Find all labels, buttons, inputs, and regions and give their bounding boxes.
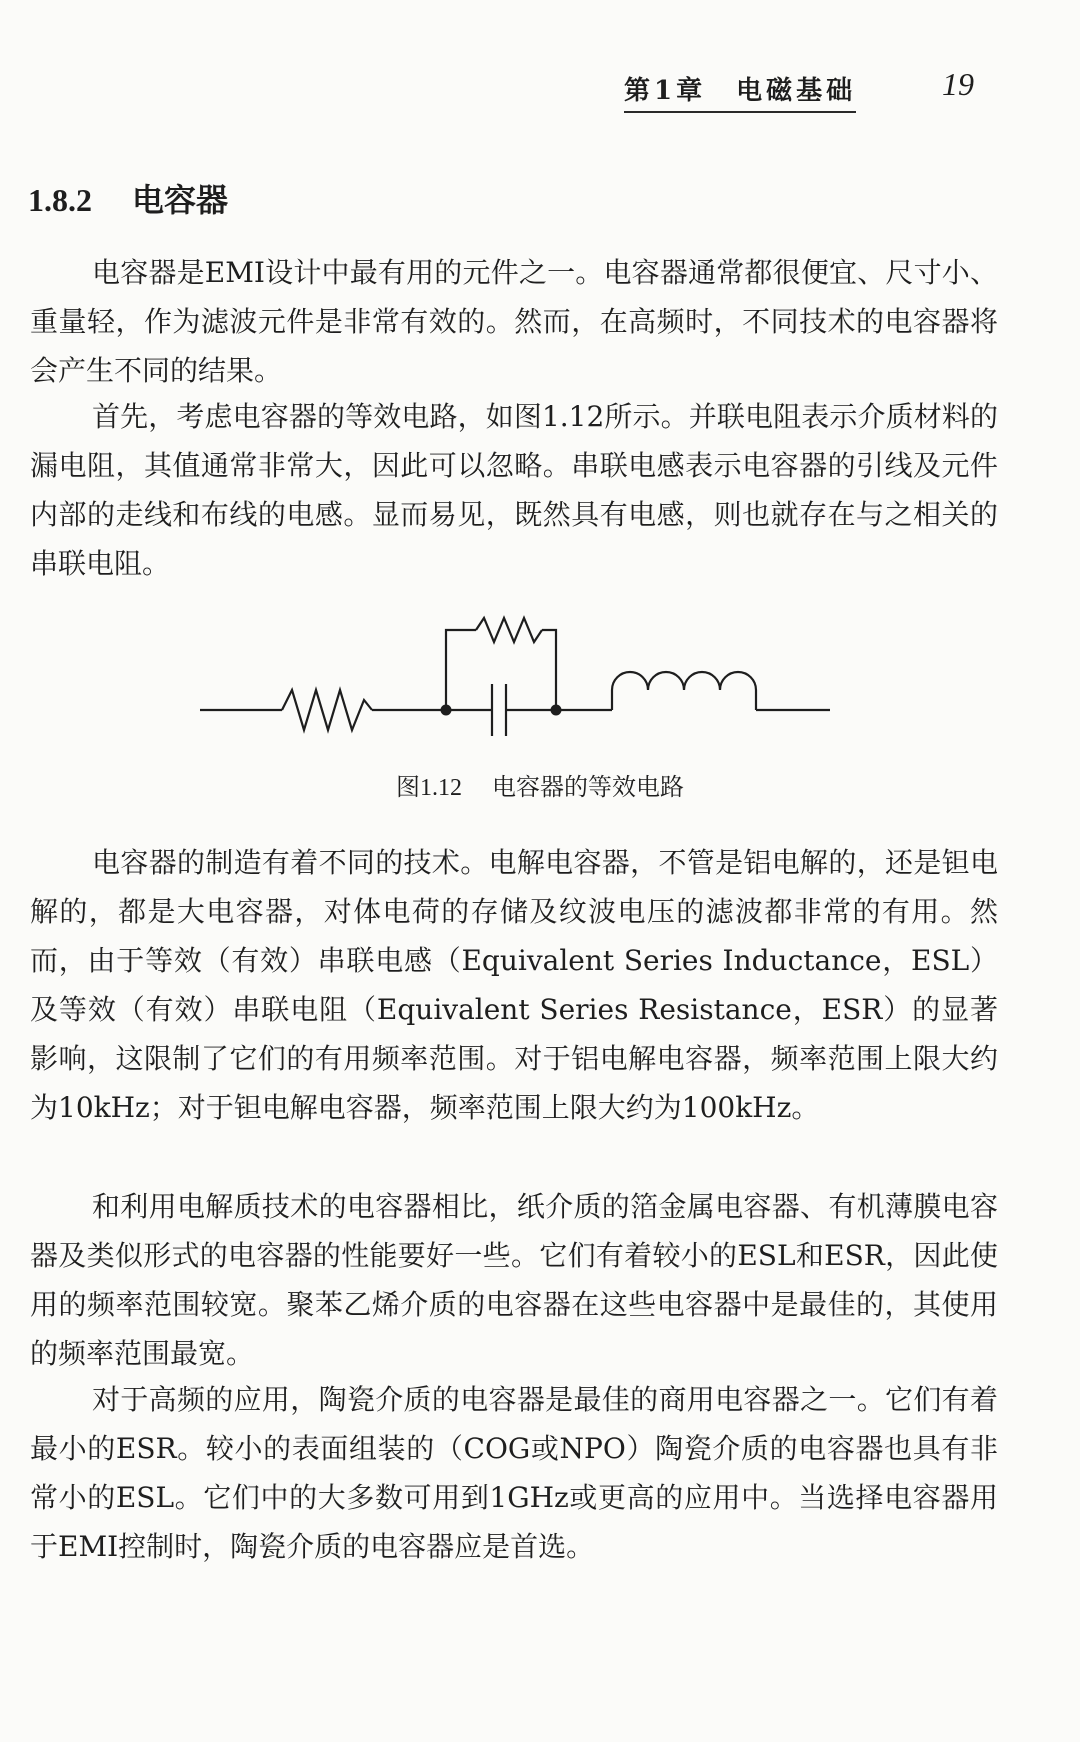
paragraph: 对于高频的应用，陶瓷介质的电容器是最佳的商用电容器之一。它们有着最小的ESR。较小的表面组装的（COG或NPO）陶瓷介质的电容器也具有非常小的ESL。它们中的大多数可用到1GHz或更高的应用中。当选择电容器用于EMI控制时，陶瓷介质的电容器应是首选。 [30,1383,998,1563]
parallel-branch-right [542,630,556,710]
paragraph: 电容器的制造有着不同的技术。电解电容器，不管是铝电解的，还是钽电解的，都是大电容器，对体电荷的存储及纹波电压的滤波都非常的有用。然而，由于等效（有效）串联电感（Equivalent Series Inductance，ESL）及等效（有效）串联电阻（Equivalent Series Resistance，ESR）的显著影响，这限制了它们的有用频率范围。对于铝电解电容器，频率范围上限大约为10kHz；对于钽电解电容器，频率范围上限大约为100kHz。 [30,846,998,1124]
series-resistor [282,690,372,730]
figure-number: 图1.12 [396,775,462,801]
junction-node-right [551,705,562,716]
paragraph: 电容器是EMI设计中最有用的元件之一。电容器通常都很便宜、尺寸小、重量轻，作为滤波元件是非常有效的。然而，在高频时，不同技术的电容器将会产生不同的结果。 [30,256,998,387]
paragraph: 和利用电解质技术的电容器相比，纸介质的箔金属电容器、有机薄膜电容器及类似形式的电容器的性能要好一些。它们有着较小的ESL和ESR，因此使用的频率范围较宽。聚苯乙烯介质的电容器在这些电容器中是最佳的，其使用的频率范围最宽。 [30,1190,998,1370]
section-heading [28,175,228,221]
parallel-branch-left [446,630,476,710]
equivalent-circuit-diagram [200,600,830,750]
figure-caption [0,767,1080,802]
figure-caption-text: 电容器的等效电路 [492,773,684,801]
page-number: 19 [942,66,974,102]
junction-node-left [441,705,452,716]
parallel-resistor [476,618,542,642]
paragraph: 首先，考虑电容器的等效电路，如图1.12所示。并联电阻表示介质材料的漏电阻，其值通常非常大，因此可以忽略。串联电感表示电容器的引线及元件内部的走线和布线的电感。显而易见，既然具有电感，则也就存在与之相关的串联电阻。 [30,400,998,580]
chapter-title: 第1章 电磁基础 [624,70,856,113]
running-head [620,62,974,108]
equivalent-circuit-figure [200,600,830,750]
series-inductor [612,672,756,710]
section-number: 1.8.2 [28,182,92,218]
section-title: 电容器 [132,181,229,219]
